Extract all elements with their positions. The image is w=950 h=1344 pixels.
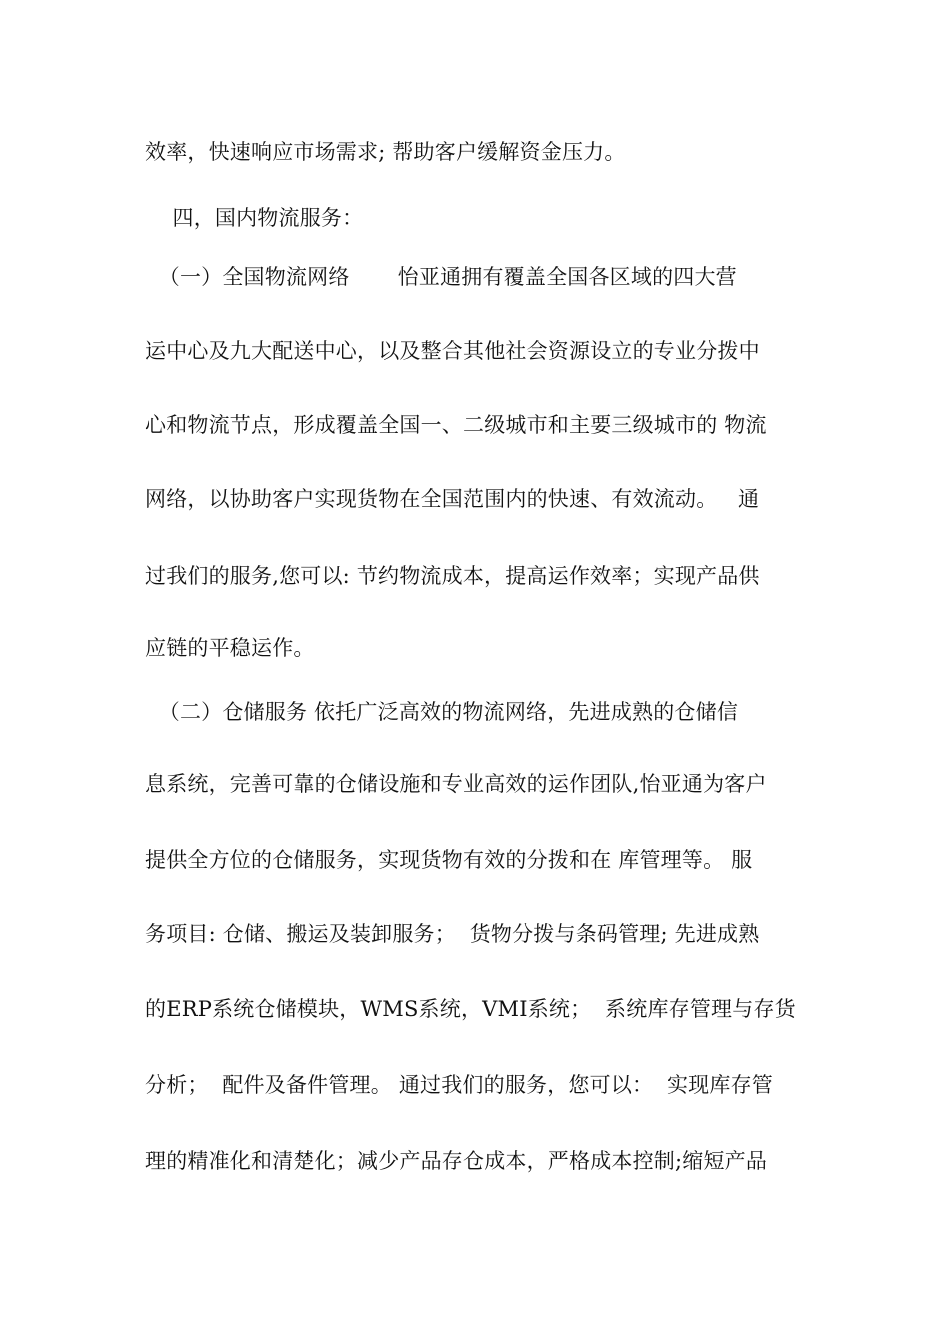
text-line: 息系统，完善可靠的仓储设施和专业高效的运作团队,怡亚通为客户 xyxy=(145,772,767,796)
text-line: 过我们的服务,您可以: 节约物流成本，提高运作效率；实现产品供 xyxy=(145,564,760,588)
text-line: 效率，快速响应市场需求; 帮助客户缓解资金压力。 xyxy=(145,140,626,164)
text-line: （一）全国物流网络 怡亚通拥有覆盖全国各区域的四大营 xyxy=(145,265,737,289)
text-line: 应链的平稳运作。 xyxy=(145,636,315,660)
text-line: 运中心及九大配送中心，以及整合其他社会资源设立的专业分拨中 xyxy=(145,339,760,363)
text-line: 分析； 配件及备件管理。 通过我们的服务，您可以： 实现库存管 xyxy=(145,1073,773,1097)
text-line: 理的精准化和清楚化；减少产品存仓成本，严格成本控制;缩短产品 xyxy=(145,1149,768,1173)
text-line: （二）仓储服务 依托广泛高效的物流网络，先进成熟的仓储信 xyxy=(145,700,739,724)
text-line: 网络，以协助客户实现货物在全国范围内的快速、有效流动。 通 xyxy=(145,487,760,511)
section-heading: 四，国内物流服务： xyxy=(145,206,364,230)
text-line: 提供全方位的仓储服务，实现货物有效的分拨和在 库管理等。 服 xyxy=(145,848,753,872)
text-line: 务项目: 仓储、搬运及装卸服务； 货物分拨与条码管理; 先进成熟 xyxy=(145,922,760,946)
text-line: 的ERP系统仓储模块，WMS系统，VMI系统； 系统库存管理与存货 xyxy=(145,997,796,1021)
text-line: 心和物流节点，形成覆盖全国一、二级城市和主要三级城市的 物流 xyxy=(145,413,767,437)
